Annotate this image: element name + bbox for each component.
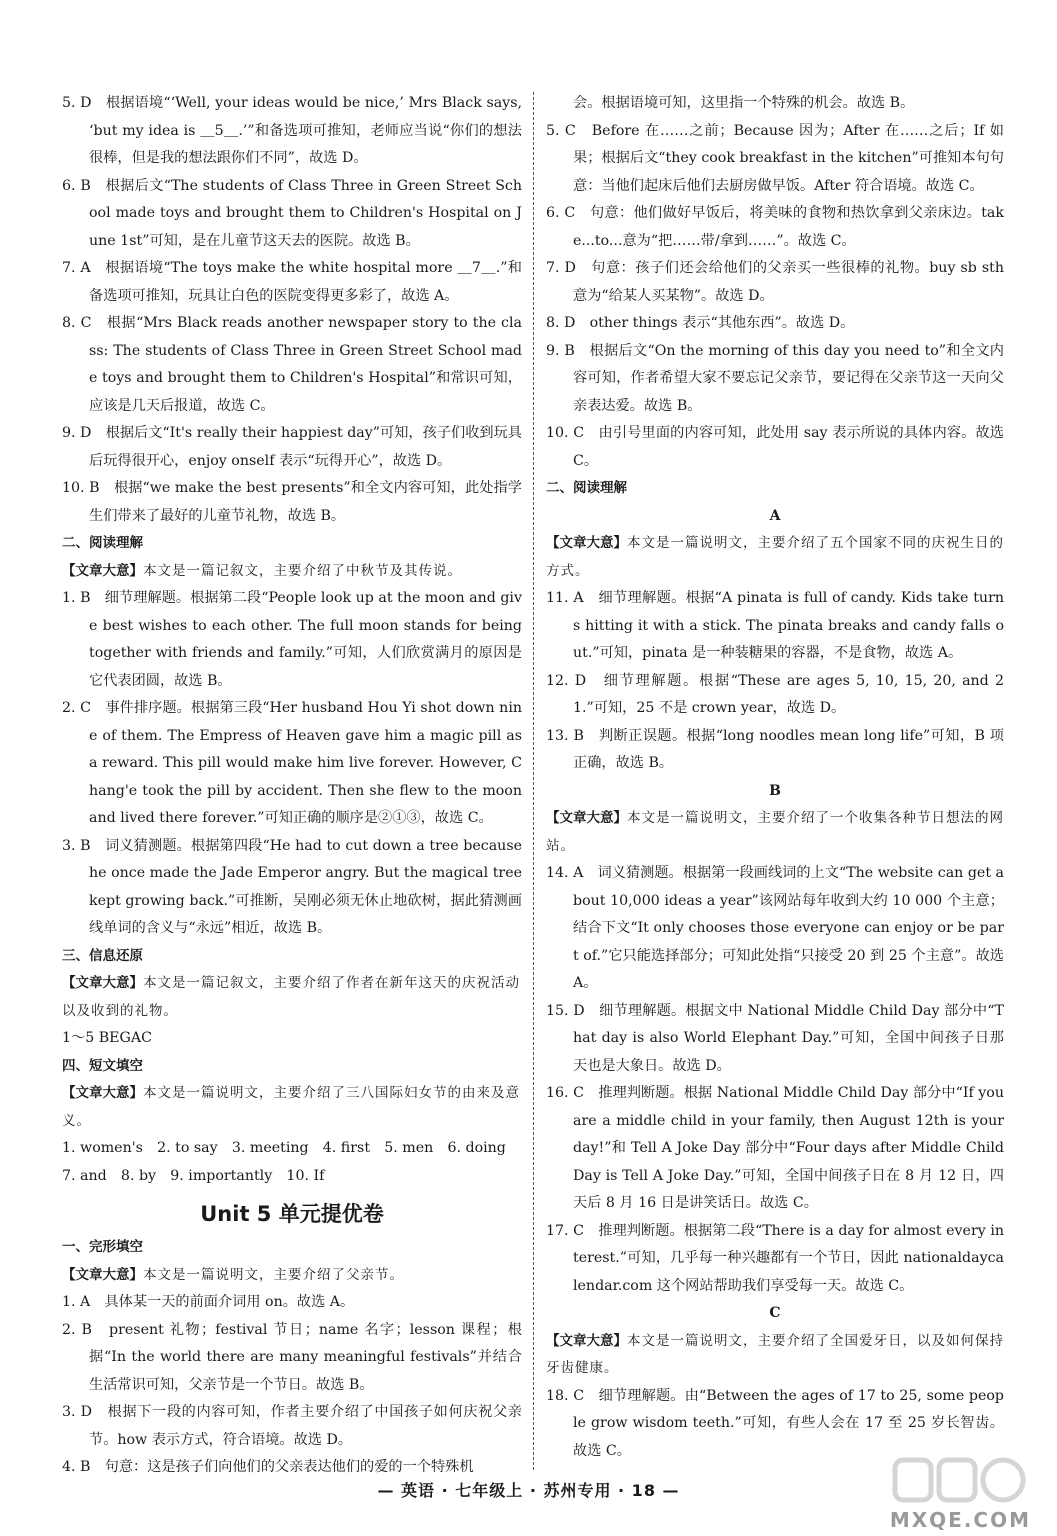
section-heading: 二、阅读理解 — [546, 480, 627, 496]
passage-label: C — [769, 1305, 781, 1321]
summary-tag: 【文章大意】 — [546, 1332, 627, 1349]
answer-item: 12. D 细节理解题。根据“These are ages 5, 10, 15, 20, and 21.”可知，25 不是 crown year，故选 D。 — [546, 672, 1004, 716]
answer-item: 10. B 根据“we make the best presents”和全文内容可知，此处指学生们带来了最好的儿童节礼物，故选 B。 — [62, 480, 522, 524]
article-summary — [62, 558, 522, 586]
section-heading: 一、完形填空 — [62, 1239, 143, 1255]
article-summary — [546, 1328, 1004, 1383]
article-summary — [62, 1262, 522, 1290]
answer-item: 11. A 细节理解题。根据“A pinata is full of candy. Kids take turns hitting it with a stick. The pinata breaks and candy falls out.”可知，pinata 是一种装糖果的容器，不是食物，故选 A。 — [546, 590, 1004, 661]
page-footer: — 英语 · 七年级上 · 苏州专用 · 18 — — [377, 1481, 680, 1500]
answer-item: 1. A 具体某一天的前面介词用 on。故选 A。 — [62, 1294, 355, 1310]
answer-item: 9. D 根据后文“It's really their happiest day”可知，孩子们收到玩具后玩得很开心，enjoy onself 表示“玩得开心”，故选 D。 — [62, 425, 522, 469]
answer-item: 2. C 事件排序题。根据第三段“Her husband Hou Yi shot down nine of them. The Empress of Heaven gave him a magic pill as a reward. This pill would make him live forever. However, Chang'e took the pill by accident. Then she flew to the moon and lived there forever.”可知正确的顺序是②①③，故选 C。 — [62, 700, 522, 826]
summary-text: 本文是一篇记叙文，主要介绍了作者在新年这天的庆祝活动以及收到的礼物。 — [62, 975, 520, 1019]
summary-text: 本文是一篇说明文，主要介绍了五个国家不同的庆祝生日的方式。 — [546, 535, 1004, 579]
section-heading: 三、信息还原 — [62, 947, 143, 964]
answer-line: 1～5 BEGAC — [62, 1030, 152, 1046]
answer-item: 8. D other things 表示“其他东西”。故选 D。 — [546, 315, 855, 331]
summary-tag: 【文章大意】 — [62, 1085, 143, 1101]
answer-item: 3. D 根据下一段的内容可知，作者主要介绍了中国孩子如何庆祝父亲节。how 表示方式，符合语境。故选 D。 — [62, 1404, 522, 1448]
answer-item: 4. B 句意：这是孩子们向他们的父亲表达他们的爱的一个特殊机 — [62, 1459, 474, 1475]
answer-item: 6. C 句意：他们做好早饭后，将美味的食物和热饮拿到父亲床边。take...to...意为“把……带/拿到……”。故选 C。 — [546, 205, 1004, 249]
summary-tag: 【文章大意】 — [546, 810, 627, 826]
summary-text: 本文是一篇说明文，主要介绍了一个收集各种节日想法的网站。 — [546, 810, 1004, 854]
summary-text: 本文是一篇记叙文，主要介绍了中秋节及其传说。 — [143, 562, 462, 579]
answer-item: 6. B 根据后文“The students of Class Three in Green Street School made toys and brought them to Children's Hospital on June 1st”可知，是在儿童节这天去的医院。故选 B。 — [62, 177, 522, 249]
answer-item: 5. C Before 在……之前；Because 因为；After 在……之后；If 如果；根据后文“they cook breakfast in the kitchen”可推知本句句意：当他们起床后他们去厨房做早饭。After 符合语境。故选 C。 — [546, 122, 1004, 194]
passage-label: B — [769, 782, 781, 799]
summary-text: 本文是一篇说明文，主要介绍了全国爱牙日，以及如何保持牙齿健康。 — [546, 1332, 1004, 1376]
summary-text: 本文是一篇说明文，主要介绍了父亲节。 — [143, 1266, 404, 1283]
left-column — [62, 90, 522, 1482]
answer-item: 17. C 推理判断题。根据第二段“There is a day for almost every interest.”可知，几乎每一种兴趣都有一个节日，因此 nationaldaycalendar.com 这个网站帮助我们享受每一天。故选 C。 — [546, 1222, 1004, 1294]
summary-text: 本文是一篇说明文，主要介绍了三八国际妇女节的由来及意义。 — [62, 1085, 520, 1129]
article-summary — [546, 530, 1004, 585]
answer-item: 10. C 由引号里面的内容可知，此处用 say 表示所说的具体内容。故选 C。 — [546, 425, 1004, 469]
section-heading: 四、短文填空 — [62, 1057, 143, 1074]
answer-line: 7. and 8. by 9. importantly 10. If — [62, 1167, 325, 1184]
answer-item: 5. D 根据语境“‘Well, your ideas would be nice,’ Mrs Black says, ‘but my idea is ＿5＿.’”和备选项可推知，老师应当说“你们的想法很棒，但是我的想法跟你们不同”，故选 D。 — [62, 95, 522, 166]
article-summary — [62, 1080, 522, 1135]
answer-item: 1. B 细节理解题。根据第二段“People look up at the moon and give best wishes to each other. The full moon stands for being together with friends and family.”可知，人们欣赏满月的原因是它代表团圆，故选 B。 — [62, 590, 522, 689]
summary-tag: 【文章大意】 — [546, 535, 627, 551]
column-divider — [533, 92, 534, 1470]
answer-item: 13. B 判断正误题。根据“long noodles mean long life”可知，B 项正确，故选 B。 — [546, 727, 1004, 771]
summary-tag: 【文章大意】 — [62, 1266, 143, 1283]
unit-title: Unit 5 单元提优卷 — [200, 1202, 384, 1226]
answer-item: 14. A 词义猜测题。根据第一段画线词的上文“The website can get about 10,000 ideas a year”该网站每年收到大约 10 000 个主意；结合下文“It only chooses those everyone can enjoy or be part of.”它只能选择部分；可知此处指“只接受 20 到 25 个主意”。故选 A。 — [546, 865, 1004, 991]
answer-line: 1. women's 2. to say 3. meeting 4. first 5. men 6. doing — [62, 1140, 506, 1156]
watermark-text: MXQE.COM — [889, 1508, 1031, 1532]
right-column — [546, 90, 1004, 1465]
summary-tag: 【文章大意】 — [62, 975, 143, 991]
answer-item: 7. D 句意：孩子们还会给他们的父亲买一些很棒的礼物。buy sb sth 意为“给某人买某物”。故选 D。 — [546, 260, 1004, 304]
answer-item: 2. B present 礼物；festival 节日；name 名字；lesson 课程；根据“In the world there are many meaningful festivals”并结合生活常识可知，父亲节是一个节日。故选 B。 — [62, 1321, 522, 1393]
summary-tag: 【文章大意】 — [62, 562, 143, 579]
answer-continuation: 会。根据语境可知，这里指一个特殊的机会。故选 B。 — [573, 95, 915, 111]
answer-item: 7. A 根据语境“The toys make the white hospital more ＿7＿.”和备选项可推知，玩具让白色的医院变得更多彩了，故选 A。 — [62, 260, 522, 304]
answer-item: 16. C 推理判断题。根据 National Middle Child Day 部分中“If you are a middle child in your family, then August 12th is your day!”和 Tell A Joke Day 部分中“Four days after Middle Child Day is Tell A Joke Day.”可知，全国中间孩子日在 8 月 12 日，四天后 8 月 16 日是讲笑话日。故选 C。 — [546, 1085, 1004, 1211]
answer-item: 18. C 细节理解题。由“Between the ages of 17 to 25, some people grow wisdom teeth.”可知，有些人会在 17 至 25 岁长智齿。故选 C。 — [546, 1387, 1004, 1459]
section-heading: 二、阅读理解 — [62, 535, 143, 551]
passage-label: A — [769, 507, 781, 524]
answer-item: 3. B 词义猜测题。根据第四段“He had to cut down a tree because he once made the Jade Emperor angry. But the magical tree kept growing back.”可推断，吴刚必须无休止地砍树，据此猜测画线单词的含义与“永远”相近，故选 B。 — [62, 837, 522, 936]
answer-item: 9. B 根据后文“On the morning of this day you need to”和全文内容可知，作者希望大家不要忘记父亲节，要记得在父亲节这一天向父亲表达爱。故选 B。 — [546, 342, 1004, 414]
article-summary — [62, 970, 522, 1025]
answer-item: 8. C 根据“Mrs Black reads another newspaper story to the class: The students of Class Three in Green Street School made toys and brought them to Children's Hospital”和常识可知，应该是几天后报道，故选 C。 — [62, 315, 522, 414]
article-summary — [546, 805, 1004, 860]
answer-item: 15. D 细节理解题。根据文中 National Middle Child Day 部分中“That day is also World Elephant Day.”可知，全国中间孩子日那天也是大象日。故选 D。 — [546, 1002, 1004, 1074]
